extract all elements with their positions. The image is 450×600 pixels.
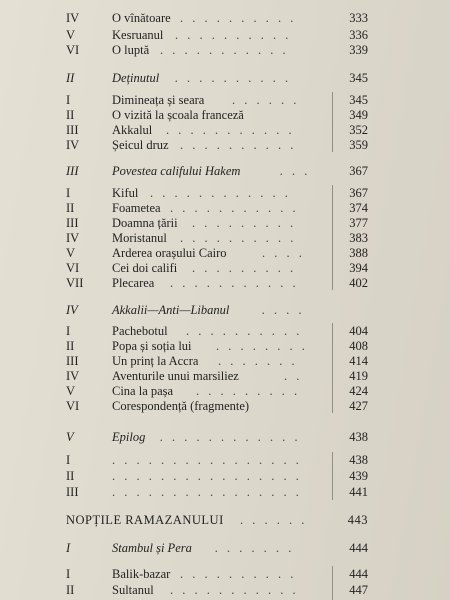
page-number: 352 (349, 123, 368, 137)
section-header: III . . . Povestea califului Hakem 367 (66, 164, 368, 178)
toc-entry: III . . . . . . . . . . . . . . . . 441 (66, 485, 368, 499)
section-number: II (66, 71, 75, 85)
page-number: 345 (349, 71, 368, 85)
chapter-number: V (66, 384, 76, 398)
page-number: 441 (349, 485, 368, 499)
toc-entry: III . . . . . . . . . . . Akkalul 352 (66, 123, 368, 137)
page-number: 339 (349, 43, 368, 57)
column-rule (332, 323, 333, 413)
page-number: 404 (349, 324, 368, 338)
page-number: 333 (349, 11, 368, 25)
page-number: 424 (349, 384, 368, 398)
section-number: IV (66, 303, 78, 317)
toc-entry: V . . . . . . . . . . Kesruanul 336 (66, 28, 368, 42)
toc-entry: V . . . . Arderea orașului Cairo 388 (66, 246, 368, 260)
toc-entry: IV . . Aventurile unui marsiliez 419 (66, 369, 368, 383)
chapter-number: II (66, 339, 75, 353)
chapter-title: Balik-bazar (112, 567, 171, 581)
toc-entry: VI . . . . . . . . . . . O luptă 339 (66, 43, 368, 57)
chapter-number: VI (66, 399, 80, 413)
chapter-title: O luptă (112, 43, 150, 57)
chapter-number: III (66, 354, 79, 368)
section-title: Stambul și Pera (112, 541, 192, 555)
toc-entry: II . . . . . . . . . . . . . . . . 439 (66, 469, 368, 483)
chapter-number: VII (66, 276, 84, 290)
toc-entry: II . . . . . . . . Popa și soția lui 408 (66, 339, 368, 353)
section-header: I . . . . . . . Stambul și Pera 444 (66, 541, 368, 555)
page-number: 374 (349, 201, 368, 215)
chapter-number: VI (66, 261, 80, 275)
chapter-title: Un prinț la Accra (112, 354, 199, 368)
section-header: II . . . . . . . . . . Deținutul 345 (66, 71, 368, 85)
column-rule (332, 92, 333, 152)
toc-entry: I . . . . . . . . . . . . Kiful 367 (66, 186, 368, 200)
page-number: 383 (349, 231, 368, 245)
toc-entry: IV . . . . . . . . . . Moristanul 383 (66, 231, 368, 245)
section-number: I (66, 541, 71, 555)
page-number: 349 (349, 108, 368, 122)
page-number: 367 (349, 164, 368, 178)
chapter-number: IV (66, 11, 80, 25)
toc-entry: II . . . . . . . . . . . Foametea 374 (66, 201, 368, 215)
section-header: V . . . . . . . . . . . . Epilog 438 (66, 430, 368, 444)
page-number: 367 (349, 186, 368, 200)
page-number: 359 (349, 138, 368, 152)
toc-entry: IV . . . . . . . . . . O vînătoare 333 (66, 11, 368, 25)
chapter-number: I (66, 324, 71, 338)
chapter-title: Aventurile unui marsiliez (112, 369, 239, 383)
toc-entry: I . . . . . . . . . . . . . . . . 438 (66, 453, 368, 467)
chapter-number: V (66, 246, 76, 260)
page-number: 402 (349, 276, 368, 290)
page-number: 439 (349, 469, 368, 483)
page-number: 408 (349, 339, 368, 353)
toc-entry (0, 398, 450, 414)
chapter-number: I (66, 186, 71, 200)
chapter-title: Cei doi califi (112, 261, 178, 275)
chapter-title: Sultanul (112, 583, 154, 597)
column-rule (332, 566, 333, 600)
toc-entry: I . . . . . . . . . . Balik-bazar 444 (66, 567, 368, 581)
toc-entry: V . . . . . . . . . Cina la pașa 424 (66, 384, 368, 398)
chapter-title: Popa și soția lui (112, 339, 192, 353)
chapter-number: VI (66, 43, 80, 57)
page-number: 427 (349, 399, 368, 413)
chapter-title: Kesruanul (112, 28, 164, 42)
column-rule (332, 452, 333, 500)
chapter-title: Cina la pașa (112, 384, 174, 398)
page-number: 443 (347, 513, 368, 527)
page-number: 438 (349, 453, 368, 467)
chapter-title: Kiful (112, 186, 139, 200)
page-number: 438 (349, 430, 368, 444)
chapter-number: IV (66, 231, 80, 245)
toc-entry: I . . . . . . . . . . Pachebotul 404 (66, 324, 368, 338)
part-heading: NOPȚILE RAMAZANULUI . . . . . . 443 (66, 513, 368, 527)
page-number: 419 (349, 369, 368, 383)
toc-entry: III . . . . . . . Un prinț la Accra 414 (66, 354, 368, 368)
section-title: Povestea califului Hakem (112, 164, 241, 178)
chapter-title: Akkalul (112, 123, 153, 137)
toc-entry: VI . . . . . . . . . Cei doi califi 394 (66, 261, 368, 275)
page-number: 447 (349, 583, 368, 597)
chapter-title: Dimineața și seara (112, 93, 205, 107)
page-number: 444 (349, 567, 368, 581)
page-number: 444 (349, 541, 368, 555)
page-number: 336 (349, 28, 368, 42)
toc-entry: VII . . . . . . . . . . . Plecarea 402 (66, 276, 368, 290)
chapter-number: V (66, 28, 76, 42)
section-title: Deținutul (112, 71, 160, 85)
section-title: Epilog (112, 430, 146, 444)
toc-entry: I . . . . . . Dimineața și seara 345 (66, 93, 368, 107)
chapter-number: II (66, 583, 75, 597)
chapter-title: Șeicul druz (112, 138, 169, 152)
page-number: 414 (349, 354, 368, 368)
page-number: 377 (349, 216, 368, 230)
page-number: 394 (349, 261, 368, 275)
chapter-number: III (66, 485, 79, 499)
chapter-number: I (66, 453, 71, 467)
chapter-number: II (66, 201, 75, 215)
section-number: III (66, 164, 79, 178)
toc-entry (0, 107, 450, 123)
chapter-number: III (66, 216, 79, 230)
section-title: Akkalii—Anti—Libanul (112, 303, 230, 317)
chapter-number: II (66, 469, 75, 483)
toc-entry: II . . . . . . . . . . . Sultanul 447 (66, 583, 368, 597)
chapter-number: II (66, 108, 75, 122)
chapter-title: Pachebotul (112, 324, 168, 338)
chapter-title: Arderea orașului Cairo (112, 246, 227, 260)
chapter-number: IV (66, 138, 80, 152)
section-number: V (66, 430, 74, 444)
chapter-title: Doamna țării (112, 216, 178, 230)
chapter-title: O vînătoare (112, 11, 171, 25)
part-title: NOPȚILE RAMAZANULUI (66, 513, 224, 527)
toc-entry: IV . . . . . . . . . . Șeicul druz 359 (66, 138, 368, 152)
chapter-number: I (66, 567, 71, 581)
toc-entry: III . . . . . . . . . Doamna țării 377 (66, 216, 368, 230)
chapter-title: Corespondență (fragmente) (112, 399, 250, 413)
chapter-title: Plecarea (112, 276, 155, 290)
chapter-title: Moristanul (112, 231, 167, 245)
chapter-number: III (66, 123, 79, 137)
chapter-number: IV (66, 369, 80, 383)
page-number: 345 (349, 93, 368, 107)
chapter-title: Foametea (112, 201, 161, 215)
column-rule (332, 185, 333, 290)
chapter-title: O vizită la școala franceză (112, 108, 244, 122)
chapter-number: I (66, 93, 71, 107)
page-number: 388 (349, 246, 368, 260)
section-header: IV . . . . Akkalii—Anti—Libanul (66, 303, 305, 317)
